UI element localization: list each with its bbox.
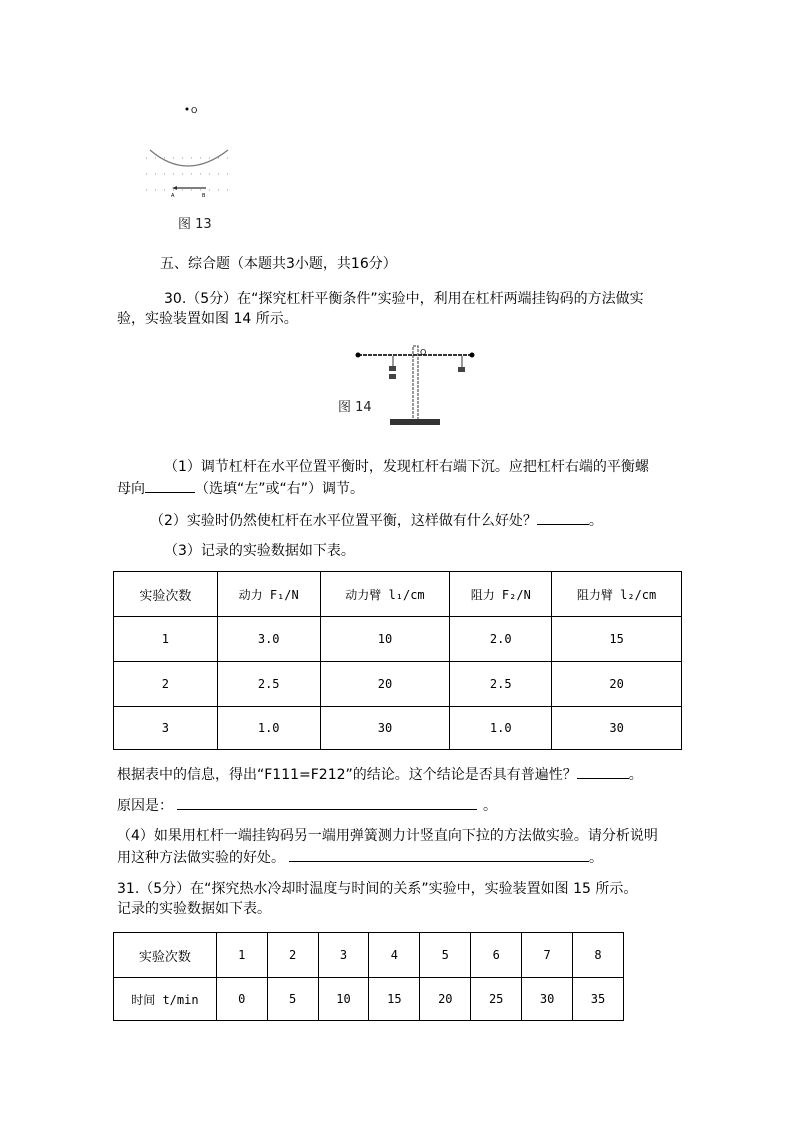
table-row — [114, 617, 682, 662]
text: 。 — [589, 850, 603, 866]
text: 根据表中的信息，得出“F111=F212”的结论。这个结论是否具有普遍性？ — [117, 767, 577, 783]
cell: 10 — [320, 617, 450, 662]
q30-conclusion — [117, 764, 643, 784]
header-cell: 阻力臂 l₂/cm — [552, 572, 682, 617]
q30-part3: （3）记录的实验数据如下表。 — [164, 543, 355, 559]
q30-part1-line1: （1）调节杠杆在水平位置平衡时，发现杠杆右端下沉。应把杠杆右端的平衡螺 — [164, 459, 649, 475]
q30-part2 — [150, 510, 603, 530]
answer-blank-advantage[interactable] — [289, 847, 589, 862]
cell: 15 — [369, 978, 420, 1021]
cell: 6 — [471, 933, 522, 978]
cell: 30 — [552, 707, 682, 750]
q30-intro-line2: 验，实验装置如图 14 所示。 — [117, 311, 298, 327]
cell: 时间 t/min — [114, 978, 217, 1021]
cell: 1 — [216, 933, 267, 978]
cell: 1 — [114, 617, 218, 662]
cell: 1.0 — [450, 707, 552, 750]
cell: 实验次数 — [114, 933, 217, 978]
cell: 25 — [471, 978, 522, 1021]
table-row — [114, 707, 682, 750]
cell: 3 — [318, 933, 369, 978]
figure-14-caption: 图 14 — [338, 400, 372, 415]
text: 。 — [588, 513, 603, 529]
cell: 5 — [267, 978, 318, 1021]
cell: 3 — [114, 707, 218, 750]
q30-part1-line2 — [117, 478, 364, 498]
header-cell: 动力臂 l₁/cm — [320, 572, 450, 617]
text: （2）实验时仍然使杠杆在水平位置平衡，这样做有什么好处？ — [150, 513, 537, 529]
header-cell: 动力 F₁/N — [217, 572, 320, 617]
fig14-pivot-label: O — [420, 348, 427, 357]
q30-reason — [117, 795, 497, 815]
table-header-row — [114, 572, 682, 617]
cell: 30 — [522, 978, 573, 1021]
q30-part4-line1: （4）如果用杠杆一端挂钩码另一端用弹簧测力计竖直向下拉的方法做实验。请分析说明 — [117, 828, 658, 844]
q30-part4-line2 — [117, 847, 603, 867]
cell: 20 — [420, 978, 471, 1021]
text: 母向 — [117, 481, 145, 497]
cell: 1.0 — [217, 707, 320, 750]
text: 用这种方法做实验的好处。 — [117, 850, 285, 866]
text: 。 — [483, 798, 497, 814]
lever-data-table — [113, 571, 682, 750]
cell: 2.5 — [450, 662, 552, 707]
cell: 35 — [573, 978, 624, 1021]
answer-blank-generality[interactable] — [577, 764, 629, 779]
table-row — [114, 662, 682, 707]
cell: 2 — [114, 662, 218, 707]
cell: 5 — [420, 933, 471, 978]
figure-13-diagram — [140, 100, 250, 200]
text: （选填“左”或“右”）调节。 — [195, 481, 365, 497]
cell: 4 — [369, 933, 420, 978]
header-cell: 实验次数 — [114, 572, 218, 617]
cell: 3.0 — [217, 617, 320, 662]
figure-14-lever-diagram — [350, 340, 475, 430]
cooling-data-table — [113, 932, 624, 1021]
cell: 15 — [552, 617, 682, 662]
cell: 20 — [552, 662, 682, 707]
table-row — [114, 933, 624, 978]
cell: 10 — [318, 978, 369, 1021]
figure-13-caption: 图 13 — [178, 217, 212, 232]
fig13-a-label: A — [171, 193, 175, 199]
cell: 8 — [573, 933, 624, 978]
cell: 20 — [320, 662, 450, 707]
cell: 30 — [320, 707, 450, 750]
answer-blank-direction[interactable] — [145, 478, 195, 493]
section-title: 五、综合题（本题共3小题，共16分） — [160, 256, 397, 272]
q30-intro-line1: 30.（5分）在“探究杠杆平衡条件”实验中，利用在杠杆两端挂钩码的方法做实 — [164, 291, 644, 307]
header-cell: 阻力 F₂/N — [450, 572, 552, 617]
cell: 7 — [522, 933, 573, 978]
fig13-o-label: O — [191, 106, 198, 115]
cell: 0 — [216, 978, 267, 1021]
text: 。 — [628, 767, 643, 783]
answer-blank-benefit[interactable] — [537, 510, 589, 525]
fig13-b-label: B — [202, 193, 206, 199]
q31-line2: 记录的实验数据如下表。 — [117, 901, 271, 917]
text: 原因是： — [117, 798, 173, 814]
cell: 2 — [267, 933, 318, 978]
cell: 2.5 — [217, 662, 320, 707]
q31-line1: 31.（5分）在“探究热水冷却时温度与时间的关系”实验中，实验装置如图 15 所示。 — [117, 881, 638, 897]
cell: 2.0 — [450, 617, 552, 662]
answer-blank-reason[interactable] — [177, 795, 477, 810]
table-row — [114, 978, 624, 1021]
